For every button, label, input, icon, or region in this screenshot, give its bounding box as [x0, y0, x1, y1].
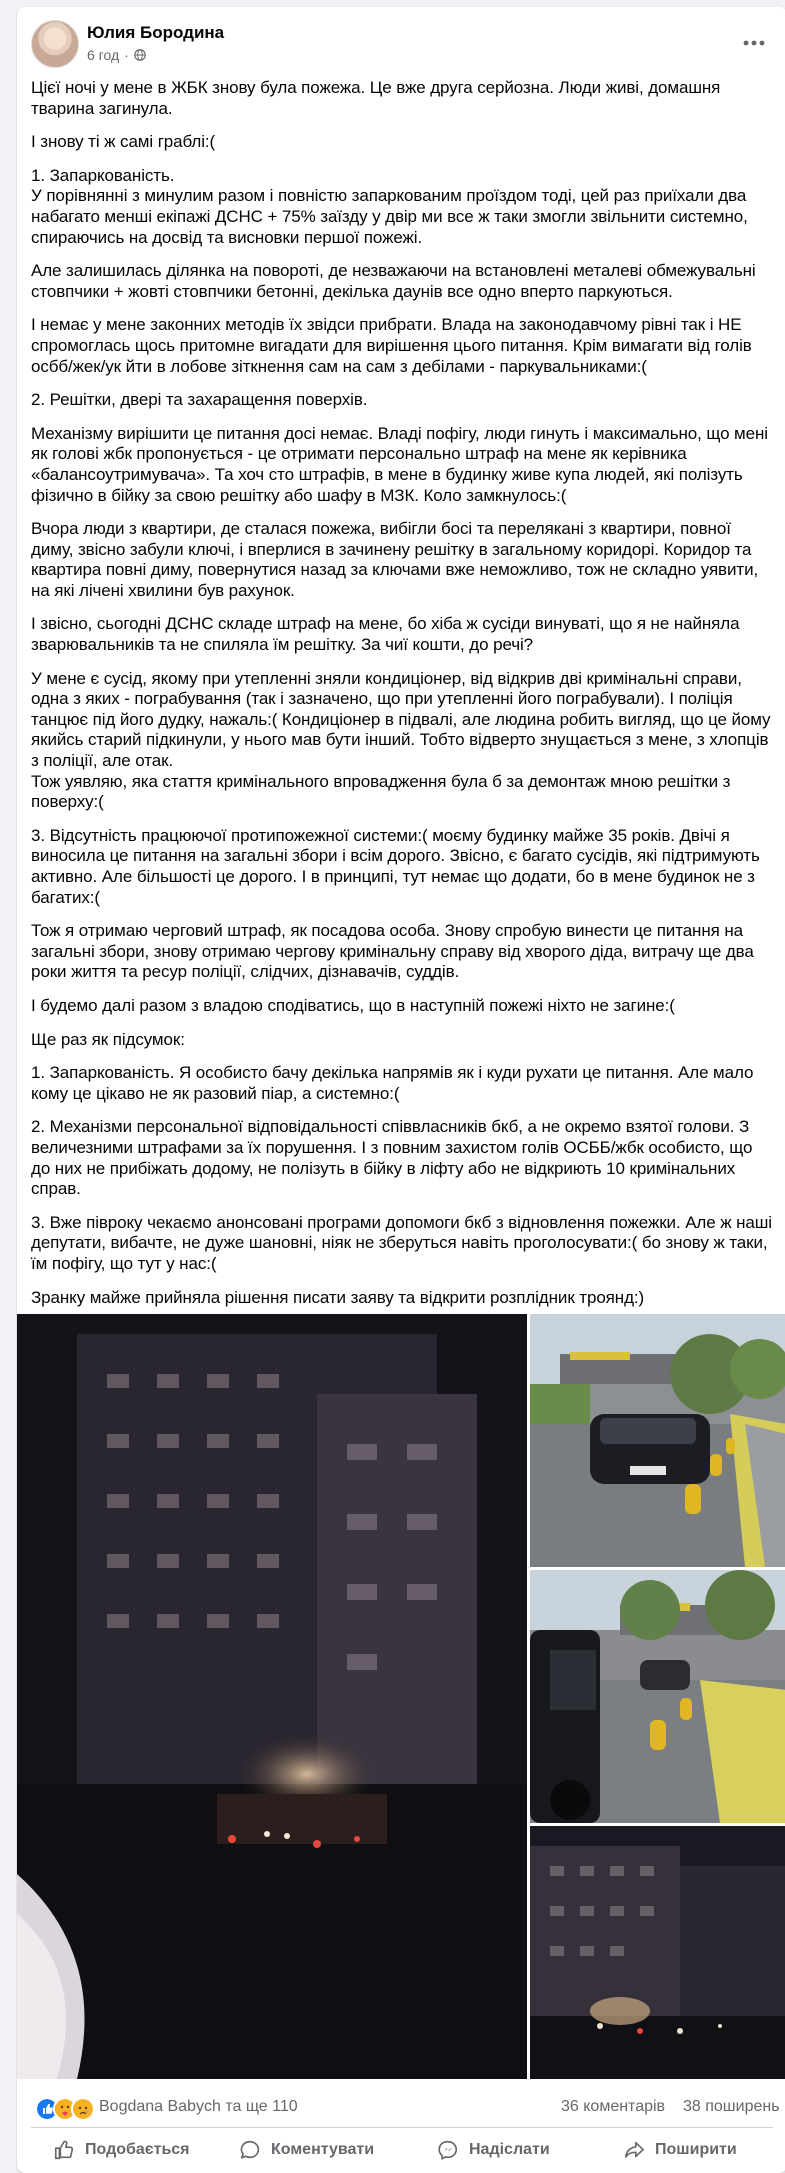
photo-parked-car-bollards[interactable]: [530, 1314, 785, 1567]
post-paragraph: Механізму вирішити це питання досі немає. Владі пофігу, люди гинуть і максимально, що мені як голові жбк пропонується - це отримати персонально штраф на мене як керівника «балансоутримувача». Та хоч сто штрафів, в мене в будинку живе купа людей, які полізуть фізично в бійку за свою решітку або шафу в МЗК. Коло замкнулось:(: [31, 423, 768, 505]
post-paragraph: У мене є сусід, якому при утепленні зняли кондиціонер, від відкрив дві кримінальні справи, одна з яких - пограбування (так і зазначено, що при утепленні його пограбували). І поліція танцює під його дудку, нажаль:( Кондиціонер в підвалі, але людина робить вигляд, що це йому якийсь старий підкинули, у нього мав бути інший. Тобто відверто знущається з мене, з хлопців з поліції, але отак. Тож уявляю, яка стаття кримінального впровадження була б за демонтаж мною решітки з поверху:(: [31, 668, 771, 812]
meta-separator: ·: [124, 47, 129, 63]
shares-count[interactable]: 38 поширень: [683, 2098, 780, 2115]
post-paragraph: Вчора люди з квартири, де сталася пожежа, вибігли босі та перелякані з квартири, повної диму, звісно забули ключі, і вперлися в зачинену решітку в загальному коридорі. Коридор та квартира повні диму, повернутися назад за ключами вже неможливо, тож не складно уявити, на які лічені хвилини був рахунок.: [31, 519, 759, 600]
post-stats-bar: [17, 2089, 785, 2125]
post-paragraph: Ще раз як підсумок:: [31, 1029, 185, 1049]
post-paragraph: 3. Відсутність працюючої протипожежної системи:( моєму будинку майже 35 років. Двічі я виносила це питання на загальні збори і всім дорого. Звісно, є багато сусідів, які підтримують активно. Але більшості це дорого. І в принципі, тут немає що додати, бо в мене будинок не з багатих:(: [31, 825, 760, 907]
post-paragraph: І немає у мене законних методів їх звідси прибрати. Влада на законодавчому рівні так і НЕ спромоглась щось притомне вигадати для вирішення цього питання. Крім вимагати від голів осбб/жек/ук йти в лобове зіткнення сам на сам з дебілами - паркувальниками:(: [31, 315, 752, 376]
post-paragraph: І будемо далі разом з владою сподіватись, що в наступній пожежі ніхто не загине:(: [31, 995, 675, 1015]
post-time[interactable]: 6 год: [87, 47, 120, 63]
photo-night-building[interactable]: [530, 1826, 785, 2079]
post-meta: [87, 47, 146, 63]
post-paragraph: І знову ті ж самі граблі:(: [31, 132, 216, 152]
thumbs-up-icon: [53, 2139, 75, 2161]
post-paragraph: 1. Запаркованість. У порівнянні з минулим разом і повністю запаркованим проїздом тоді, цей раз приїхали два набагато менші екіпажі ДСНС + 75% заїзду у двір ми все ж таки змогли звільнити системно, спираючись на досвід та висновки першої пожежі.: [31, 165, 748, 247]
more-options-icon[interactable]: [739, 33, 769, 53]
comment-button[interactable]: [239, 2131, 374, 2169]
send-label: Надіслати: [469, 2141, 550, 2158]
photo-night-building-fire[interactable]: [17, 1314, 527, 2079]
comments-count[interactable]: 36 коментарів: [561, 2098, 666, 2115]
post-paragraph: 1. Запаркованість. Я особисто бачу декілька напрямів як і куди рухати це питання. Але мало кому це цікаво не як разовий піар, а системно:(: [31, 1063, 754, 1103]
post-paragraph: Цієї ночі у мене в ЖБК знову була пожежа. Це вже друга серйозна. Люди живі, домашня тварина загинула.: [31, 78, 721, 118]
post-paragraph: 2. Решітки, двері та захаращення поверхів.: [31, 390, 368, 410]
globe-icon[interactable]: [134, 49, 146, 61]
post-action-bar: [17, 2131, 785, 2171]
messenger-icon: [437, 2139, 459, 2161]
comment-label: Коментувати: [271, 2141, 375, 2158]
share-icon: [623, 2139, 645, 2161]
post-text: [31, 78, 773, 1321]
photo-parked-van[interactable]: [530, 1570, 785, 1823]
like-label: Подобається: [85, 2141, 190, 2158]
reaction-icons[interactable]: [35, 2097, 95, 2121]
post-paragraph: Але залишилась ділянка на повороті, де незважаючи на встановлені металеві обмежувальні стовпчики + жовті стовпчики бетонні, декілька даунів все одно вперто паркуються.: [31, 261, 756, 301]
author-name[interactable]: Юлия Бородина: [87, 23, 225, 42]
post-card: [17, 7, 785, 2173]
post-paragraph: Зранку майже прийняла рішення писати заяву та відкрити розплідник троянд:): [31, 1287, 645, 1307]
post-paragraph: 3. Вже півроку чекаємо анонсовані програми допомоги бкб з відновлення пожежки. Але ж наші депутати, вибачте, не дуже шановні, ніяк не зберуться навіть проголосувати:( бо знову ж таки, їм пофігу, що тут у нас:(: [31, 1212, 772, 1273]
author-avatar[interactable]: [31, 20, 79, 68]
share-label: Поширити: [655, 2141, 737, 2158]
sad-reaction-icon: [71, 2097, 95, 2121]
action-divider: [31, 2127, 773, 2128]
reaction-summary[interactable]: Bogdana Babych та ще 110: [99, 2098, 298, 2115]
like-button[interactable]: [53, 2131, 190, 2169]
comment-icon: [239, 2139, 261, 2161]
post-paragraph: Тож я отримаю черговий штраф, як посадова особа. Знову спробую винести це питання на загальні збори, знову отримаю чергову кримінальну справу від хворого діда, витрачу ще два роки життя та ресур поліції, слідчих, дізнавачів, суддів.: [31, 921, 754, 982]
post-header: [17, 7, 785, 67]
share-button[interactable]: [623, 2131, 737, 2169]
photo-grid: [17, 1314, 785, 2079]
send-button[interactable]: [437, 2131, 550, 2169]
post-paragraph: І звісно, сьогодні ДСНС складе штраф на мене, бо хіба ж сусіди винуваті, що я не найняла зварювальників та не спиляла їм решітку. За чиї кошти, до речі?: [31, 614, 740, 655]
post-paragraph: 2. Механізми персональної відповідальності співвласників бкб, а не окремо взятої голови. З величезними штрафами за їх порушення. І з повним захистом голів ОСББ/жбк особисто, що до них не прибіжать додому, не полізуть в бійку в ліфту або не відкриють 10 кримінальних справ.: [31, 1117, 753, 1199]
